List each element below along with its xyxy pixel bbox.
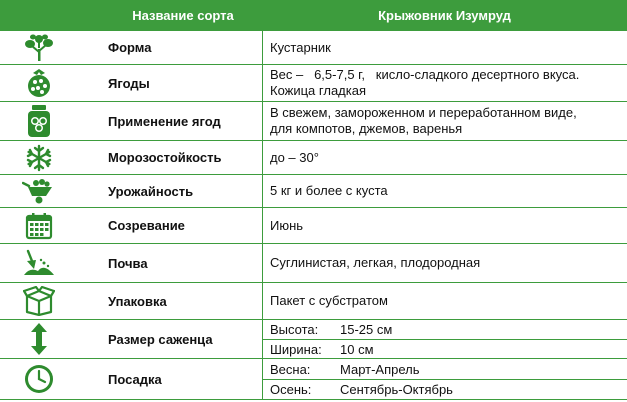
snowflake-icon: [0, 141, 78, 174]
row-label: Упаковка: [108, 293, 167, 309]
up-down-arrow-icon: [0, 320, 78, 358]
header-variety-name: Название сорта: [132, 8, 234, 23]
row-value: Суглинистая, легкая, плодородная: [270, 255, 481, 270]
subrow-value: Март-Апрель: [340, 361, 420, 377]
soil-shovel-icon: [0, 244, 78, 282]
table-header: [0, 0, 627, 31]
clock-icon: [0, 359, 78, 399]
row-label: Форма: [108, 40, 152, 55]
row-label: Созревание: [108, 218, 185, 233]
subrow-value: Сентябрь-Октябрь: [340, 382, 453, 397]
row-packaging: [0, 283, 627, 320]
row-label: Урожайность: [108, 183, 194, 199]
row-value-line1: В свежем, замороженном и переработанном виде,: [270, 105, 577, 120]
row-value-line2: Кожица гладкая: [270, 83, 367, 98]
row-value: [270, 65, 621, 101]
subrow-value: 15-25 см: [340, 322, 393, 337]
row-seedling-size: [0, 320, 627, 359]
row-value: до – 30°: [270, 149, 319, 165]
tree-icon: [0, 31, 78, 64]
row-value: Пакет с субстратом: [270, 293, 388, 308]
row-ripening: [0, 208, 627, 244]
subrow-autumn: [262, 380, 627, 399]
subrow-key: Осень:: [270, 382, 312, 397]
subrow-spring: [262, 359, 627, 379]
row-yield: [0, 175, 627, 208]
wheelbarrow-icon: [0, 175, 78, 207]
row-value: Кустарник: [270, 39, 331, 55]
row-value-line2: для компотов, джемов, варенья: [270, 121, 463, 136]
row-label: Морозостойкость: [108, 150, 222, 165]
subrow-width: [262, 340, 627, 358]
berry-icon: [0, 65, 78, 101]
row-value: Июнь: [270, 217, 304, 233]
row-label: Почва: [108, 255, 148, 271]
column-divider: [262, 31, 263, 399]
row-label: Посадка: [108, 371, 162, 387]
calendar-icon: [0, 208, 78, 243]
jar-icon: [0, 102, 78, 140]
subrow-value: 10 см: [340, 341, 374, 357]
subrow-key: Весна:: [270, 361, 311, 377]
row-frost: [0, 141, 627, 175]
row-value: 5 кг и более с куста: [270, 183, 388, 198]
subrow-key: Высота:: [270, 322, 319, 337]
row-form: [0, 31, 627, 65]
header-variety-value: Крыжовник Изумруд: [378, 8, 511, 23]
row-soil: [0, 244, 627, 283]
subrow-key: Ширина:: [270, 341, 322, 357]
row-label: Применение ягод: [108, 113, 221, 129]
row-usage: [0, 102, 627, 141]
row-planting: [0, 359, 627, 400]
row-value: [270, 102, 621, 140]
row-label: Размер саженца: [108, 331, 213, 347]
row-value-line1: Вес – 6,5-7,5 г, кисло-сладкого десертного вкуса.: [270, 67, 580, 82]
row-label: Ягоды: [108, 75, 150, 91]
subrow-height: [262, 320, 627, 339]
row-berries: [0, 65, 627, 102]
box-icon: [0, 283, 78, 319]
